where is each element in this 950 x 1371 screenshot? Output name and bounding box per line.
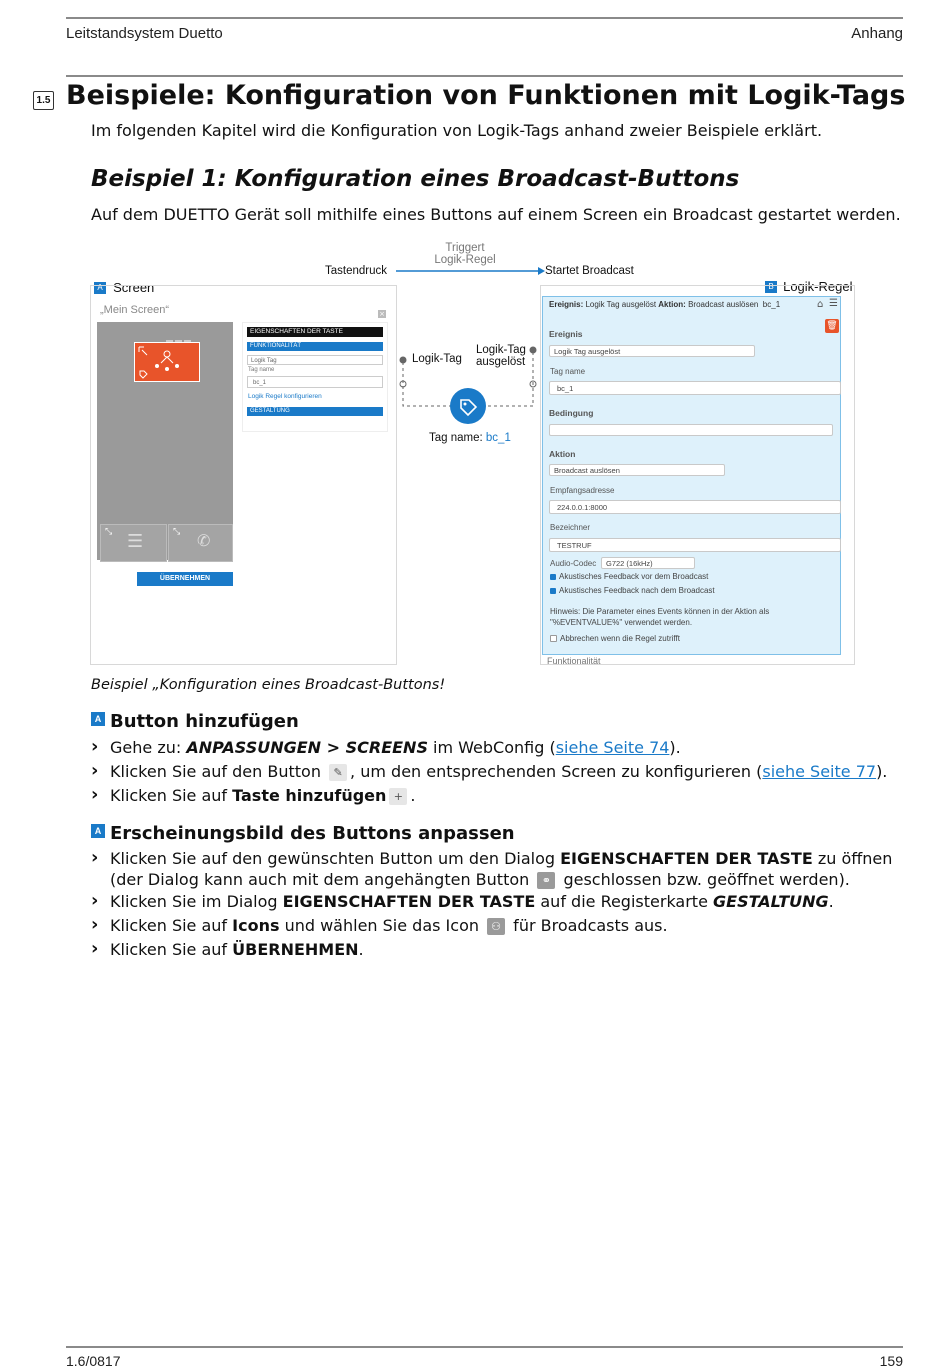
screen-name: „Mein Screen“ (100, 304, 170, 316)
logic-rule-box (542, 296, 841, 655)
close-icon[interactable]: × (379, 310, 385, 318)
section1-steps (91, 736, 911, 808)
fig-logic-tag-triggered-label: Logik-Tag ausgelöst (476, 344, 526, 368)
list-item (91, 736, 911, 760)
phone-icon: ✆ (197, 531, 211, 550)
condition-select[interactable] (549, 424, 833, 436)
fig-starts-broadcast-label: Startet Broadcast (545, 265, 634, 277)
abort-checkbox[interactable] (550, 635, 557, 642)
tag-icon (450, 388, 486, 424)
event-select[interactable]: Logik Tag ausgelöst (549, 345, 755, 357)
fig-arrow (394, 264, 546, 278)
step-emphasis: ANPASSUNGEN > SCREENS (186, 738, 428, 757)
step-text: Klicken Sie auf den gewünschten Button um den Dialog (110, 849, 561, 868)
step-text: Klicken Sie auf (110, 786, 233, 805)
pencil-icon: ✎ (329, 764, 347, 781)
footer-rule (66, 1346, 903, 1348)
screen-button-2[interactable] (100, 524, 167, 562)
example-title: Beispiel 1: Konfiguration eines Broadcast-Buttons (91, 166, 740, 192)
props-title: EIGENSCHAFTEN DER TASTE (247, 327, 383, 337)
broadcast-button[interactable] (134, 342, 200, 382)
rule-section-condition: Bedingung (549, 408, 594, 418)
step-emphasis: Taste hinzufügen (232, 786, 387, 805)
feedback-after-text: Akustisches Feedback nach dem Broadcast (559, 586, 715, 595)
section2-title (91, 823, 515, 844)
feedback-before-text: Akustisches Feedback vor dem Broadcast (559, 572, 709, 581)
tag-name-value: bc_1 (485, 432, 511, 444)
step-emphasis: ÜBERNEHMEN (232, 940, 359, 959)
tag-name-label: Tag name: (429, 432, 483, 444)
tag-name-field[interactable]: bc_1 (549, 381, 841, 395)
chapter-number: 1.5 (33, 91, 54, 110)
step-text: Klicken Sie im Dialog (110, 892, 283, 911)
properties-dialog (242, 322, 388, 432)
section2-title-text: Erscheinungsbild des Buttons anpassen (110, 823, 515, 844)
rule-header-action-label: Aktion: (658, 300, 686, 309)
step-text: für Broadcasts aus. (508, 916, 668, 935)
expand-icon: ⤡ (173, 527, 181, 537)
action-select[interactable]: Broadcast auslösen (549, 464, 725, 476)
designation-field[interactable]: TESTRUF (549, 538, 841, 552)
page-link[interactable]: siehe Seite 74 (555, 738, 670, 757)
step-text: und wählen Sie das Icon (279, 916, 485, 935)
step-emphasis: Icons (232, 916, 280, 935)
broadcast-icon (135, 343, 199, 381)
hint-text: Hinweis: Die Parameter eines Events können in der Aktion als "%EVENTVALUE%" verwendet werden. (550, 607, 770, 627)
list-item (91, 938, 911, 962)
step-emphasis: EIGENSCHAFTEN DER TASTE (560, 849, 813, 868)
address-field[interactable]: 224.0.0.1:8000 (549, 500, 841, 514)
page-link[interactable]: siehe Seite 77 (762, 762, 877, 781)
list-item (91, 848, 911, 890)
header-rule-bottom (66, 75, 903, 77)
step-emphasis: EIGENSCHAFTEN DER TASTE (282, 892, 536, 911)
header-rule-top (66, 17, 903, 19)
apply-button[interactable]: ÜBERNEHMEN (137, 572, 233, 586)
codec-select[interactable]: G722 (16kHz) (601, 557, 695, 569)
step-text: Klicken Sie auf (110, 940, 233, 959)
abort-text: Abbrechen wenn die Regel zutrifft (560, 634, 680, 643)
button-tools (166, 332, 196, 340)
step-text: Klicken Sie auf (110, 916, 233, 935)
props-select[interactable]: Logik Tag (247, 355, 383, 365)
feedback-after-checkbox[interactable] (550, 588, 556, 594)
header-left: Leitstandsystem Duetto (66, 25, 223, 42)
feedback-before[interactable] (550, 572, 708, 581)
section1-title-text: Button hinzufügen (110, 711, 299, 732)
label-a-badge: A (94, 282, 106, 294)
rule-header (549, 300, 829, 309)
props-logic-link[interactable]: Logik Regel konfigurieren (248, 393, 322, 400)
step-text: zu öffnen (der Dialog kann auch mit dem angehängten Button (110, 849, 893, 889)
tag-name-field-label: Tag name (550, 367, 586, 376)
tab-design[interactable]: GESTALTUNG (247, 407, 383, 416)
list-item (91, 890, 911, 914)
chapter-title: Beispiele: Konfiguration von Funktionen mit Logik-Tags (66, 80, 906, 111)
list-item (91, 760, 911, 784)
fig-logic-tag-label: Logik-Tag (412, 353, 462, 365)
label-b-badge: B (765, 281, 777, 293)
label-a-text: Screen (113, 280, 155, 295)
feedback-before-checkbox[interactable] (550, 574, 556, 580)
figure (90, 240, 860, 670)
fig-tag-name (429, 432, 511, 444)
props-tagname-input[interactable]: bc_1 (247, 376, 383, 388)
expand-icon: ⤡ (105, 527, 113, 537)
step-text: ). (669, 738, 681, 757)
address-label: Empfangsadresse (550, 486, 615, 495)
section1-title (91, 711, 299, 732)
figure-caption: Beispiel „Konfiguration eines Broadcast-Buttons! (91, 677, 446, 693)
link-icon: ⚭ (537, 872, 555, 889)
rule-header-action: Broadcast auslösen (688, 300, 759, 309)
designation-label: Bezeichner (550, 523, 591, 532)
tab-functionality[interactable]: FUNKTIONALITÄT (247, 342, 383, 351)
step-text: geschlossen bzw. geöffnet werden). (558, 870, 850, 889)
rule-header-event: Logik Tag ausgelöst (585, 300, 657, 309)
step-text: . (410, 786, 416, 805)
step-text: . (358, 940, 364, 959)
rule-header-event-label: Ereignis: (549, 300, 584, 309)
menu-icon: ☰ (127, 531, 144, 552)
step-text: Klicken Sie auf den Button (110, 762, 327, 781)
props-tagname-label: Tag name (248, 367, 275, 373)
feedback-after[interactable] (550, 586, 715, 595)
section2-badge: A (91, 824, 105, 838)
rule-section-action: Aktion (549, 449, 576, 459)
list-item (91, 784, 911, 808)
fig-keypress-label: Tastendruck (325, 265, 388, 277)
step-text: Gehe zu: (110, 738, 187, 757)
section1-badge: A (91, 712, 105, 726)
section2-steps (91, 848, 911, 962)
step-text: , um den entsprechenden Screen zu konfigurieren ( (350, 762, 763, 781)
delete-icon[interactable]: 🗑 (826, 321, 838, 331)
header-right: Anhang (851, 25, 903, 42)
chapter-intro: Im folgenden Kapitel wird die Konfiguration von Logik-Tags anhand zweier Beispiele erklärt. (91, 121, 823, 140)
step-text: auf die Registerkarte (535, 892, 714, 911)
rule-section-event: Ereignis (549, 329, 583, 339)
tag-outline-icon[interactable]: ⌂ (817, 299, 824, 310)
codec-label: Audio-Codec (550, 559, 597, 568)
step-text: ). (876, 762, 888, 781)
footer-left: 1.6/0817 (66, 1353, 121, 1369)
fig-triggers-label: Triggert Logik-Regel (434, 242, 496, 266)
step-text: im WebConfig ( (427, 738, 556, 757)
plus-icon: + (389, 788, 407, 805)
abort-option[interactable] (550, 634, 680, 643)
menu-icon[interactable]: ☰ (829, 298, 838, 309)
broadcast-icon: ⚇ (487, 918, 505, 935)
step-text: . (828, 892, 834, 911)
example-text: Auf dem DUETTO Gerät soll mithilfe eines Buttons auf einem Screen ein Broadcast gestartet werden. (91, 205, 901, 224)
list-item (91, 914, 911, 938)
label-b-text: Logik-Regel (783, 279, 853, 294)
rule-header-tag: bc_1 (762, 300, 781, 309)
step-emphasis: GESTALTUNG (713, 892, 829, 911)
screen-button-3[interactable] (168, 524, 233, 562)
footer-right: 159 (879, 1353, 903, 1369)
functionality-label: Funktionalität (547, 656, 601, 666)
